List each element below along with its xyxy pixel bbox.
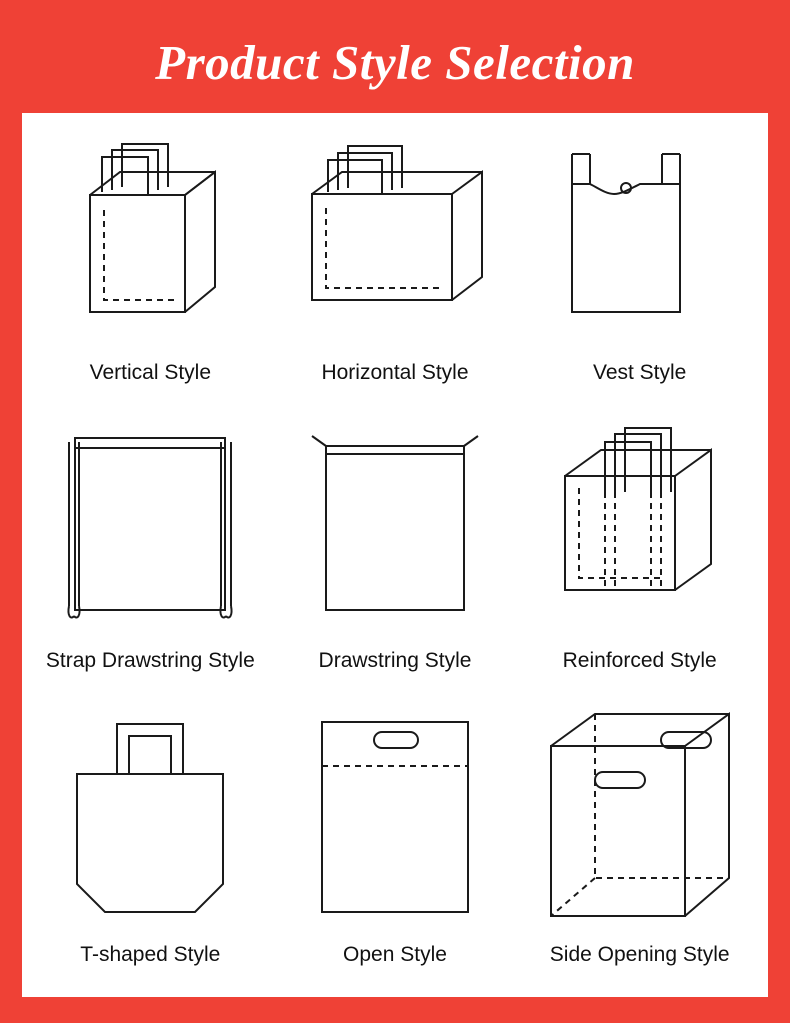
horizontal-tote-bag-icon [273, 127, 518, 357]
style-grid-panel [22, 113, 768, 997]
style-card-t-shaped[interactable] [28, 703, 273, 991]
style-label: Reinforced Style [562, 649, 717, 672]
style-card-drawstring[interactable] [273, 415, 518, 703]
style-card-reinforced[interactable] [517, 415, 762, 703]
style-grid [22, 113, 768, 997]
vest-bag-icon [517, 127, 762, 357]
style-label: Strap Drawstring Style [45, 649, 255, 672]
style-label: Vertical Style [89, 361, 212, 384]
style-card-vertical[interactable] [28, 127, 273, 415]
drawstring-bag-icon [273, 415, 518, 645]
style-card-open[interactable] [273, 703, 518, 991]
style-label: T-shaped Style [80, 943, 221, 966]
side-opening-bag-icon [517, 703, 762, 939]
style-label: Vest Style [592, 361, 687, 384]
style-card-horizontal[interactable] [273, 127, 518, 415]
style-label: Drawstring Style [318, 649, 472, 672]
reinforced-bag-icon [517, 415, 762, 645]
open-bag-icon [273, 703, 518, 939]
style-card-strap-drawstring[interactable] [28, 415, 273, 703]
style-label: Side Opening Style [549, 943, 730, 966]
page-title: Product Style Selection [155, 35, 635, 90]
style-label: Open Style [343, 943, 447, 966]
strap-drawstring-bag-icon [28, 415, 273, 645]
vertical-tote-bag-icon [28, 127, 273, 357]
style-card-vest[interactable] [517, 127, 762, 415]
style-label: Horizontal Style [321, 361, 469, 384]
t-shaped-bag-icon [28, 703, 273, 939]
style-card-side-opening[interactable] [517, 703, 762, 991]
